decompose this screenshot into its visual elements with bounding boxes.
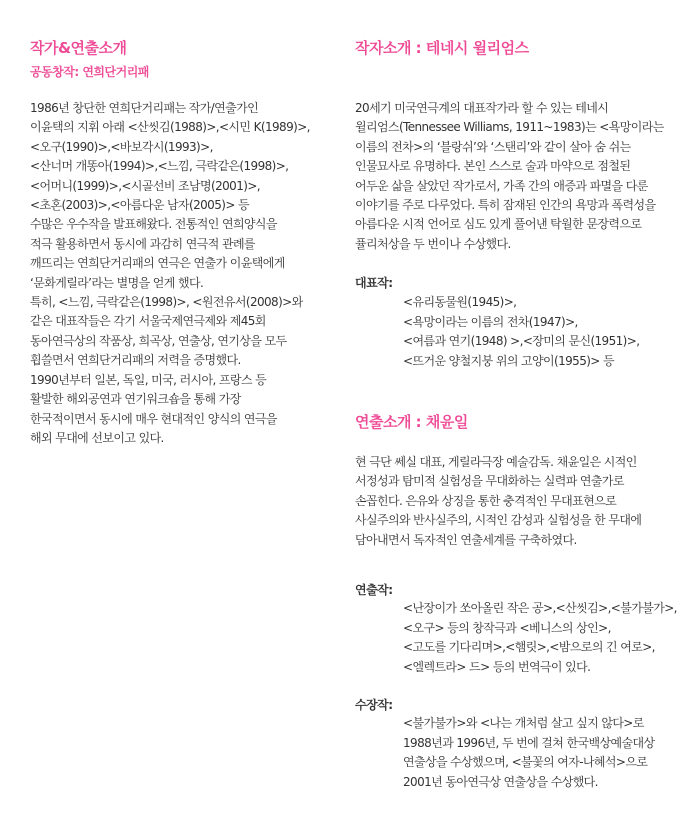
text-line: 연출상을 수상했으며, <불꽃의 여자-나혜석>으로 <box>403 755 648 769</box>
text-line: 퓰리처상을 두 번이나 수상했다. <box>355 236 511 251</box>
author-works-list <box>403 293 639 371</box>
text-line: 윌리엄스(Tennessee Williams, 1911~1983)는 <욕망이라는 <box>355 120 664 135</box>
text-line: <산너머 개똥아(1994)>,<느낌, 극락같은(1998)>, <box>30 159 289 174</box>
director-works-list <box>403 599 677 677</box>
text-line: <불가불가>와 <나는 개처럼 살고 싶지 않다>로 <box>403 716 644 730</box>
text-line: 20세기 미국연극계의 대표작가라 할 수 있는 테네시 <box>355 101 609 115</box>
text-line: <욕망이라는 이름의 전차(1947)>, <box>403 314 578 329</box>
director-works-label: 연출작: <box>355 583 393 597</box>
director-awards-label: 수장작: <box>355 698 393 712</box>
text-line: 해외 무대에 선보이고 있다. <box>30 430 164 445</box>
author-paragraph <box>355 99 664 254</box>
text-line: 이야기를 주로 다루었다. 특히 잠재된 인간의 욕망과 폭력성을 <box>355 198 656 213</box>
text-line: <여름과 연기(1948) >,<장미의 문신(1951)>, <box>403 334 640 348</box>
text-line: 깨뜨리는 연희단거리패의 연극은 연출가 이윤택에게 <box>30 256 285 271</box>
text-line: 같은 대표작들은 각기 서울국제연극제와 제45회 <box>30 314 266 329</box>
author-works-label: 대표작: <box>355 276 393 290</box>
text-line: 적극 활용하면서 동시에 과감히 연극적 관례를 <box>30 236 255 251</box>
left-paragraph <box>30 99 310 448</box>
text-line: 1986년 창단한 연희단거리패는 작가/연출가인 <box>30 101 259 115</box>
text-line: 현 극단 쎄실 대표, 게릴라극장 예술감독. 채윤일은 시적인 <box>355 455 637 469</box>
text-line: <오구(1990)>,<바보각시(1993)>, <box>30 139 213 154</box>
text-line: 서정성과 탐미적 실험성을 무대화하는 실력파 연출가로 <box>355 474 624 489</box>
text-line: 수많은 우수작을 발표해왔다. 전통적인 연희양식을 <box>30 217 277 232</box>
text-line: ‘문화게릴라’라는 별명을 얻게 했다. <box>30 275 204 290</box>
text-line: 활발한 해외공연과 연기워크숍을 통해 가장 <box>30 392 241 407</box>
text-line: 1990년부터 일본, 독일, 미국, 러시아, 프랑스 등 <box>30 372 267 387</box>
text-line: <고도를 기다리며>,<햄릿>,<밤으로의 긴 여로>, <box>403 640 655 654</box>
text-line: 어두운 삶을 살았던 작가로서, 가족 간의 애증과 파멸을 다룬 <box>355 178 648 193</box>
text-line: 사실주의와 반사실주의, 시적인 감성과 실험성을 한 무대에 <box>355 513 642 528</box>
director-paragraph <box>355 453 641 550</box>
text-line: 아름다운 시적 언어로 심도 있게 풀어낸 탁월한 문장력으로 <box>355 217 642 232</box>
director-title: 연출소개 : 채윤일 <box>355 413 468 431</box>
left-subtitle: 공동창작: 연희단거리패 <box>30 65 149 79</box>
text-line: 손꼽힌다. 은유와 상징을 통한 충격적인 무대표현으로 <box>355 493 617 508</box>
text-line: 휩쓸면서 연희단거리패의 저력을 증명했다. <box>30 353 241 368</box>
text-line: <난장이가 쏘아올린 작은 공>,<산씻김>,<불가불가>, <box>403 601 677 615</box>
text-line: 동아연극상의 작품상, 희곡상, 연출상, 연기상을 모두 <box>30 333 287 348</box>
text-line: 이름의 전차>의 ‘블랑쉬’와 ‘스탠리’와 같이 살아 숨 쉬는 <box>355 139 631 154</box>
text-line: 이윤택의 지휘 아래 <산씻김(1988)>,<시민 K(1989)>, <box>30 120 310 135</box>
text-line: <오구> 등의 창작극과 <베니스의 상인>, <box>403 620 611 635</box>
director-awards-list <box>403 714 654 792</box>
text-line: 2001년 동아연극상 연출상을 수상했다. <box>403 774 598 789</box>
author-title: 작자소개 : 테네시 윌리엄스 <box>355 39 529 57</box>
text-line: <어머니(1999)>,<시골선비 조남명(2001)>, <box>30 178 260 193</box>
left-title: 작가&연출소개 <box>30 39 127 57</box>
text-line: 인물묘사로 유명하다. 본인 스스로 술과 마약으로 점철된 <box>355 159 631 174</box>
text-line: 특히, <느낌, 극락같은(1998)>, <원전유서(2008)>와 <box>30 295 303 310</box>
text-line: 담아내면서 독자적인 연출세계를 구축하였다. <box>355 532 577 547</box>
text-line: <엘렉트라> 드> 등의 번역극이 있다. <box>403 659 591 674</box>
text-line: <유리동물원(1945)>, <box>403 295 517 309</box>
text-line: <초혼(2003)>,<아름다운 남자(2005)> 등 <box>30 198 249 213</box>
text-line: 1988년과 1996년, 두 번에 걸쳐 한국백상예술대상 <box>403 735 655 750</box>
text-line: 한국적이면서 동시에 매우 현대적인 양식의 연극을 <box>30 411 277 426</box>
text-line: <뜨거운 양철지붕 위의 고양이(1955)> 등 <box>403 353 614 368</box>
